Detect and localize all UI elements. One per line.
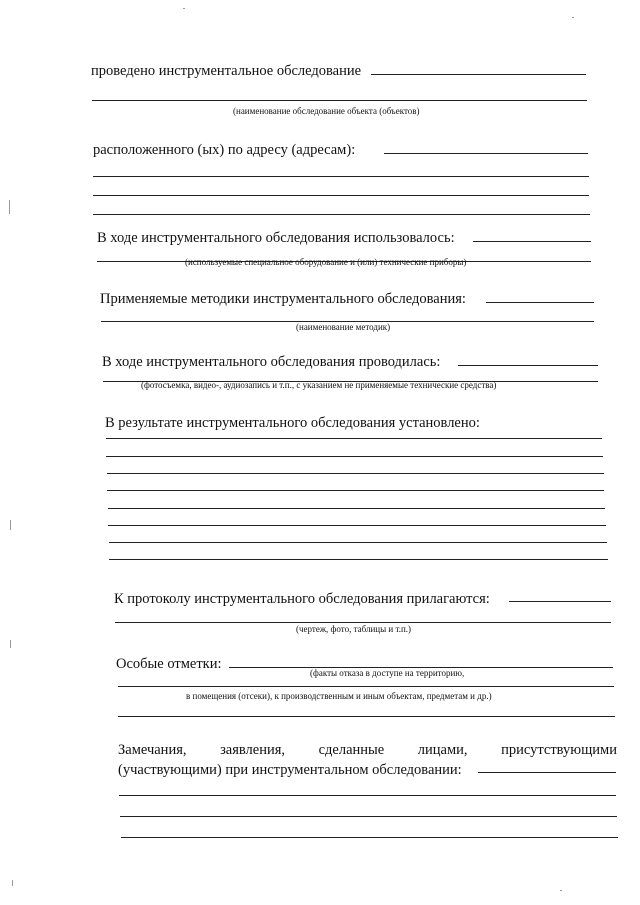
scan-speck <box>572 17 574 18</box>
scan-speck <box>10 520 11 530</box>
conducted-label: проведено инструментальное обследование <box>91 63 362 79</box>
remarks-blank[interactable] <box>478 772 616 773</box>
recording-blank[interactable] <box>458 365 598 366</box>
notes-label: Особые отметки: <box>116 656 222 672</box>
conducted-caption: (наименование обследование объекта (объектов) <box>233 106 420 116</box>
scan-speck <box>183 8 185 9</box>
attachments-blank-2[interactable] <box>115 622 611 623</box>
notes-caption-1: (факты отказа в доступе на территорию, <box>310 668 465 678</box>
notes-blank-2[interactable] <box>118 686 614 687</box>
remarks-blank-4[interactable] <box>121 837 618 838</box>
notes-blank-3[interactable] <box>118 716 615 717</box>
address-label: расположенного (ых) по адресу (адресам): <box>93 142 356 158</box>
equipment-caption: (используемые специальное оборудование и (или) технические приборы) <box>185 257 467 267</box>
result-line-5[interactable] <box>108 508 605 509</box>
attachments-label: К протоколу инструментального обследования прилагаются: <box>114 591 490 607</box>
scan-speck <box>12 880 13 886</box>
remarks-word-2: заявления, <box>220 742 286 758</box>
address-blank-2[interactable] <box>93 176 589 177</box>
remarks-blank-3[interactable] <box>120 816 617 817</box>
address-blank-3[interactable] <box>93 195 589 196</box>
remarks-line-1 <box>118 741 617 759</box>
result-label: В результате инструментального обследования установлено: <box>105 415 480 431</box>
methods-label: Применяемые методики инструментального обследования: <box>100 291 466 307</box>
result-line-2[interactable] <box>106 456 603 457</box>
attachments-caption: (чертеж, фото, таблицы и т.п.) <box>296 624 412 634</box>
equipment-label: В ходе инструментального обследования использовалось: <box>97 230 455 246</box>
result-line-6[interactable] <box>108 525 606 526</box>
scan-speck <box>9 200 10 214</box>
address-blank-4[interactable] <box>93 214 590 215</box>
recording-caption: (фотосъемка, видео-, аудиозапись и т.п., с указанием не применяемые технические средства) <box>141 380 497 390</box>
address-blank[interactable] <box>384 153 588 154</box>
remarks-word-4: лицами, <box>417 742 468 758</box>
methods-caption: (наименование методик) <box>296 322 391 332</box>
recording-label: В ходе инструментального обследования проводилась: <box>102 354 441 370</box>
notes-caption-2: в помещения (отсеки), к производственным и иным объектам, предметам и др.) <box>186 691 492 701</box>
equipment-blank[interactable] <box>473 241 591 242</box>
conducted-blank[interactable] <box>371 74 586 75</box>
remarks-word-1: Замечания, <box>118 742 187 758</box>
remarks-word-3: сделанные <box>318 742 385 758</box>
result-line-8[interactable] <box>109 559 608 560</box>
remarks-line-2: (участвующими) при инструментальном обследовании: <box>118 762 462 778</box>
attachments-blank[interactable] <box>509 601 611 602</box>
scan-speck <box>10 640 11 648</box>
result-line-1[interactable] <box>106 438 602 439</box>
result-line-4[interactable] <box>107 490 604 491</box>
conducted-blank-2[interactable] <box>92 100 587 101</box>
result-line-3[interactable] <box>107 473 604 474</box>
result-line-7[interactable] <box>109 542 607 543</box>
remarks-word-5: присутствующими <box>501 742 617 758</box>
scan-speck <box>560 890 562 891</box>
remarks-blank-2[interactable] <box>119 795 616 796</box>
methods-blank[interactable] <box>486 302 594 303</box>
